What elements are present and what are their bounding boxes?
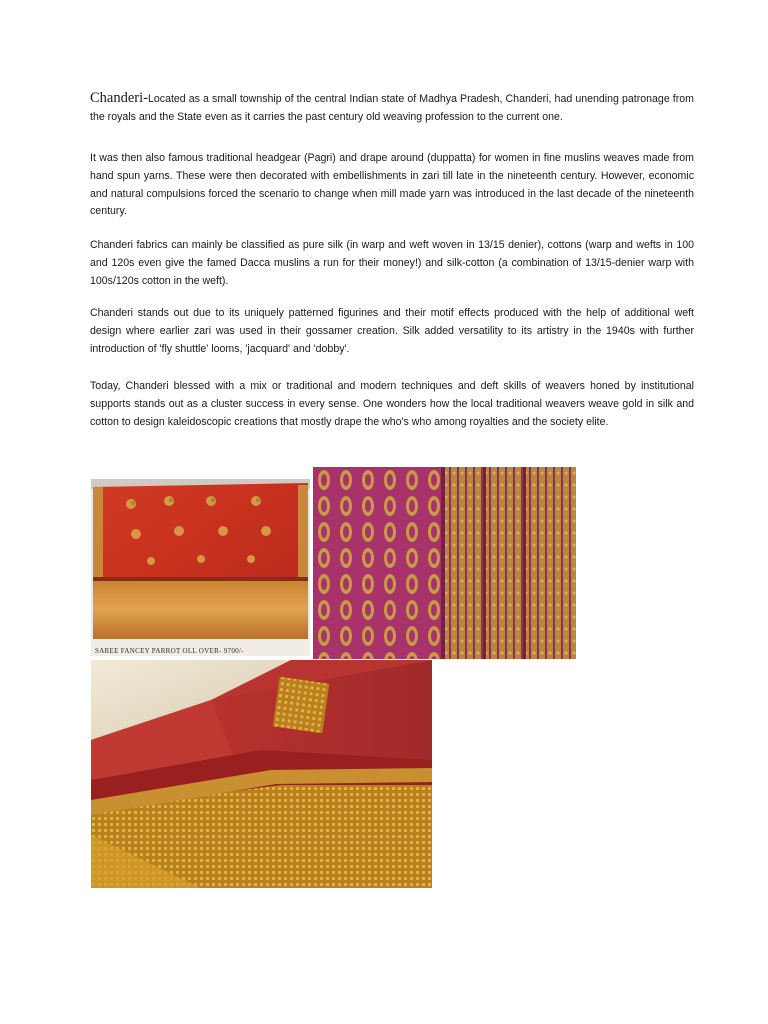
lead-word: Chanderi- xyxy=(90,90,148,106)
intro-text: Located as a small township of the central Indian state of Madhya Pradesh, Chanderi, had unending patronage from the royals and the State even as it carries the past century old weaving profession to the current one. xyxy=(90,93,694,123)
patterned-fabric-image xyxy=(313,467,576,659)
paragraph-classification: Chanderi fabrics can mainly be classified as pure silk (in warp and weft woven in 13/15 denier), cottons (warp and wefts in 100 and 120s even give the famed Dacca muslins a run for their money!) and silk-cotton (a combination of 13/15-denier warp with 100s/120s cotton in the weft). xyxy=(90,239,694,287)
chanderi-closeup-photo xyxy=(91,660,432,888)
paragraph-motifs: Chanderi stands out due to its uniquely patterned figurines and their motif effects produced with the help of additional weft design where earlier zari was used in their gossamer creation. Silk added versatility to its artistry in the 1940s with further introduction of 'fly shuttle' looms, 'jacquard' and 'dobby'. xyxy=(90,307,694,355)
paragraph-today: Today, Chanderi blessed with a mix or traditional and modern techniques and deft skills of weavers honed by institutional supports stands out as a cluster success in every sense. One wonders how the local traditional weavers weave gold in silk and cotton to design kaleidoscopic creations that mostly drape the who's who among royalties and the society elite. xyxy=(90,380,694,428)
patterned-fabric-photo xyxy=(313,467,576,659)
chanderi-closeup-image xyxy=(91,660,432,888)
intro-paragraph xyxy=(90,90,694,127)
saree-image xyxy=(91,479,310,656)
paragraph-headgear: It was then also famous traditional headgear (Pagri) and drape around (duppatta) for women in fine muslins weaves made from hand spun yarns. These were then decorated with embellishments in zari till late in the nineteenth century. However, economic and natural compulsions forced the scenario to change when mill made yarn was introduced in the last decade of the nineteenth century. xyxy=(90,152,694,218)
saree-caption: SAREE FANCEY PARROT OLL OVER- 9700/- xyxy=(95,647,244,655)
saree-photo xyxy=(91,479,310,656)
